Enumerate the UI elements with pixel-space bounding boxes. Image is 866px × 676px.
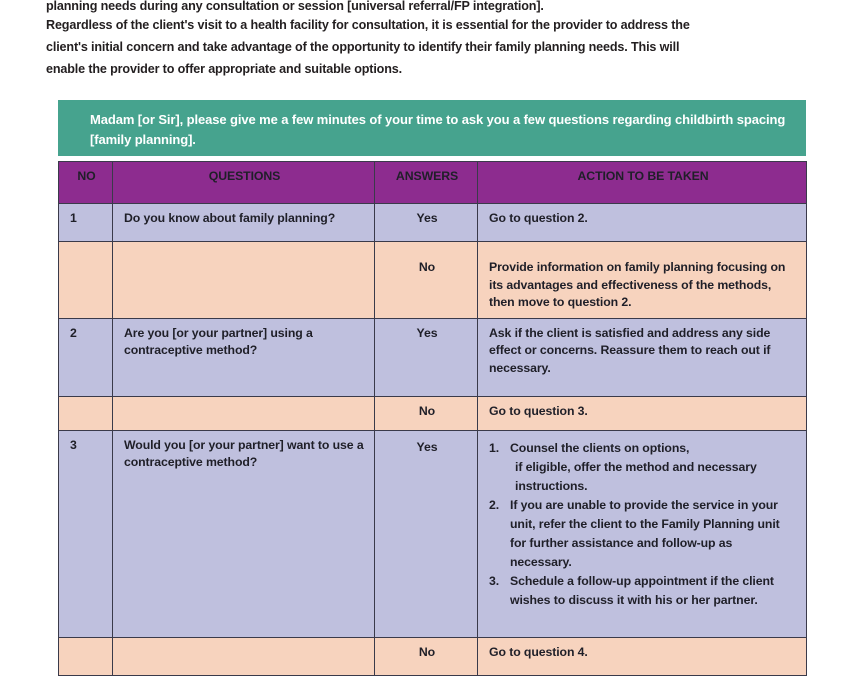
step-marker: 1. [489, 440, 500, 455]
table-row [59, 204, 807, 242]
cell-action: Go to question 3. [478, 396, 807, 430]
step-text-line-1: If you are unable to provide the service in your unit, refer the client to the Family Planning unit for further assistance and follow-up as necessary. [510, 497, 780, 569]
cell-question: Would you [or your partner] want to use a contraceptive method? [113, 430, 375, 637]
table-row [59, 637, 807, 675]
intro-paragraph-4: enable the provider to offer appropriate and suitable options. [46, 62, 402, 76]
cell-no: 2 [59, 318, 113, 396]
counselling-decision-table [58, 161, 807, 676]
table-row [59, 396, 807, 430]
script-prompt-banner: Madam [or Sir], please give me a few minutes of your time to ask you a few questions regarding childbirth spacing [family planning]. [58, 100, 806, 156]
column-header-no: NO [59, 162, 113, 204]
column-header-answers: ANSWERS [375, 162, 478, 204]
cell-answer: Yes [375, 204, 478, 242]
table-row [59, 430, 807, 637]
step-text-line-1: Schedule a follow-up appointment if the client wishes to discuss it with his or her partner. [510, 573, 774, 607]
decision-table-wrapper [58, 161, 806, 676]
step-text-line-2: if eligible, offer the method and necessary instructions. [515, 459, 757, 493]
cell-action-steps [478, 430, 807, 637]
cell-no [59, 396, 113, 430]
intro-text-block [46, 0, 812, 81]
cell-action: Provide information on family planning focusing on its advantages and effectiveness of the methods, then move to question 2. [478, 242, 807, 319]
cell-question [113, 637, 375, 675]
cell-answer: No [375, 396, 478, 430]
intro-paragraph-1: planning needs during any consultation or session [universal referral/FP integration]. [46, 0, 544, 13]
action-step-item [489, 496, 797, 572]
table-header-row [59, 162, 807, 204]
step-text-line-1: Counsel the clients on options, [510, 440, 690, 455]
cell-action: Go to question 4. [478, 637, 807, 675]
table-row [59, 242, 807, 319]
action-step-list [489, 439, 797, 610]
column-header-action: ACTION TO BE TAKEN [478, 162, 807, 204]
cell-question [113, 396, 375, 430]
step-marker: 3. [489, 573, 500, 588]
cell-question: Do you know about family planning? [113, 204, 375, 242]
action-step-item [489, 572, 797, 610]
cell-answer: No [375, 242, 478, 319]
page-right-margin [858, 0, 866, 675]
cell-no [59, 242, 113, 319]
column-header-questions: QUESTIONS [113, 162, 375, 204]
cell-answer: Yes [375, 318, 478, 396]
cell-question: Are you [or your partner] using a contraceptive method? [113, 318, 375, 396]
cell-no: 3 [59, 430, 113, 637]
step-marker: 2. [489, 497, 500, 512]
intro-paragraph-2: Regardless of the client's visit to a health facility for consultation, it is essential for the provider to address the [46, 18, 690, 32]
cell-no: 1 [59, 204, 113, 242]
cell-answer: Yes [375, 430, 478, 637]
table-row [59, 318, 807, 396]
action-step-item [489, 439, 797, 496]
cell-answer: No [375, 637, 478, 675]
cell-action: Go to question 2. [478, 204, 807, 242]
intro-paragraph-3: client's initial concern and take advantage of the opportunity to identify their family planning needs. This will [46, 40, 680, 54]
cell-no [59, 637, 113, 675]
cell-action: Ask if the client is satisfied and address any side effect or concerns. Reassure them to reach out if necessary. [478, 318, 807, 396]
cell-question [113, 242, 375, 319]
